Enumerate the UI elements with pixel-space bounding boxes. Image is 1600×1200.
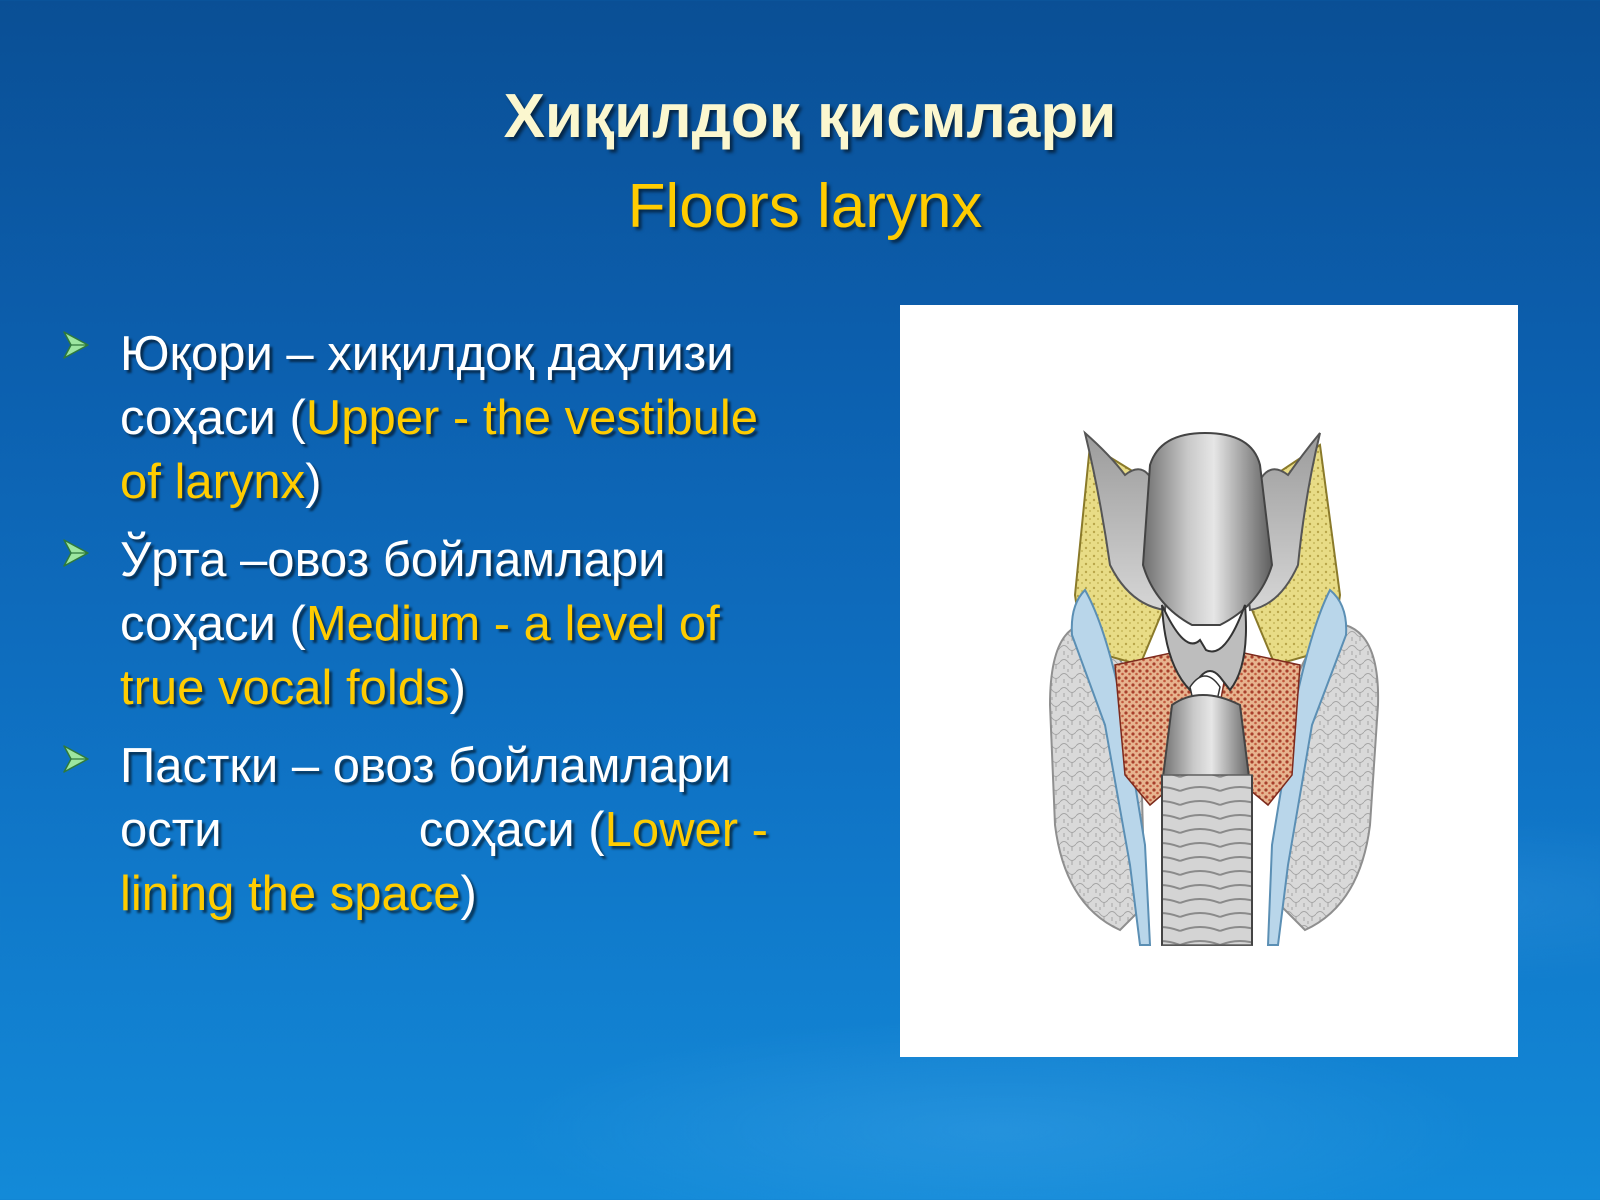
bullet-line: lining the space) [120, 867, 477, 921]
bullet-line: of larynx) [120, 455, 322, 509]
bullet-line: соҳаси (Upper - the vestibule [120, 391, 758, 445]
slide-subtitle: Floors larynx [627, 172, 983, 241]
larynx-illustration [900, 305, 1518, 1057]
bullet-line: Ўрта –овоз бойламлари [120, 533, 666, 587]
larynx-section-drawing [900, 305, 1518, 1057]
bullet-item-medium [120, 528, 820, 720]
bullet-item-upper [120, 322, 820, 514]
bullet-item-lower [120, 734, 820, 926]
arrow-bullet-icon [62, 538, 90, 568]
bullet-line: true vocal folds) [120, 661, 466, 715]
bullet-line: Пастки – овоз бойламлари [120, 739, 731, 793]
arrow-bullet-icon [62, 744, 90, 774]
bullet-line: соҳаси (Medium - a level of [120, 597, 720, 651]
arrow-bullet-icon [62, 330, 90, 360]
bullet-line: Юқори – хиқилдоқ даҳлизи [120, 327, 734, 381]
bullet-line: ости соҳаси (Lower - [120, 803, 768, 857]
slide-title: Хиқилдоқ қисмлари [503, 82, 1117, 151]
